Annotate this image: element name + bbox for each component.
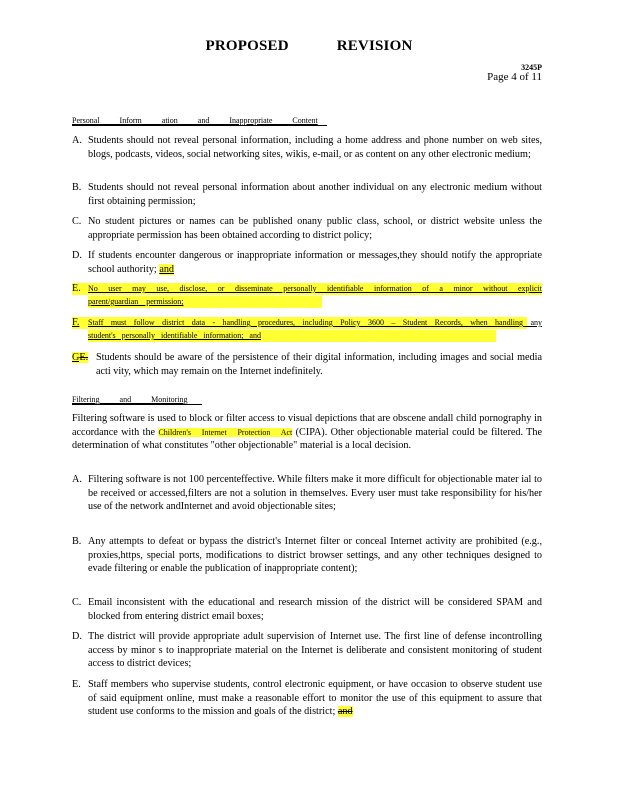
item-text: No student pictures or names can be published onany public class, school, or district website unless the appropriate permission has been obtained according to district policy;: [88, 216, 542, 241]
title-proposed: PROPOSED: [205, 38, 289, 54]
inserted-text: and: [159, 263, 175, 275]
list-item: [72, 351, 542, 378]
new-marker: G: [72, 352, 80, 363]
section-heading-personal-information: Personal Inform ation and Inappropriate Content: [72, 116, 318, 125]
item-text: Students should not reveal personal information about another individual on any electronic medium without first obtaining permission;: [88, 182, 542, 207]
filtering-intro: [72, 412, 542, 453]
heading-rule: [72, 404, 202, 405]
item-marker: B.: [72, 182, 82, 193]
list-item: [72, 181, 542, 208]
item-marker: B.: [72, 536, 82, 547]
page-title: [0, 38, 618, 55]
item-marker-group: [72, 351, 88, 365]
item-marker: D.: [72, 250, 82, 261]
item-text: Any attempts to defeat or bypass the district's Internet filter or conceal Internet activity are prohibited (e.g., proxies,https, special ports, modifications to district browser settings, and any other techniques designed to evade filtering or enable the publication of inappropriate content);: [88, 536, 542, 574]
item-marker: E.: [72, 283, 81, 294]
list-item: [72, 630, 542, 671]
page-number: Page 4 of 11: [487, 71, 542, 83]
list-item: [72, 215, 542, 242]
item-marker: E.: [72, 679, 81, 690]
item-text: No user may use, disclose, or disseminate personally identifiable information of a minor without explicit parent/guardian permission;: [88, 284, 542, 306]
intro-text: Filtering software is used to block or filter access to visual depictions that are obscene andall child pornography in accordance with the: [72, 413, 542, 438]
heading-rule: [72, 125, 327, 126]
item-marker: F.: [72, 317, 80, 328]
list-item: [72, 134, 542, 161]
policy-number: 3245P: [521, 63, 542, 72]
title-revision: REVISION: [336, 38, 413, 54]
list-item-inserted: [72, 316, 542, 342]
deleted-marker: E.: [79, 352, 89, 363]
item-text: Staff members who supervise students, control electronic equipment, or have occasion to observe student use of said equipment online, must make a reasonable effort to monitor the use of this equipment to assure that student use conforms to the mission and goals of the district;: [88, 679, 542, 717]
list-item: [72, 249, 542, 276]
item-text: Students should be aware of the persistence of their digital information, including images and social media acti vity, which may remain on the Internet indefinitely.: [96, 352, 542, 377]
list-item: [72, 535, 542, 576]
item-text: Filtering software is not 100 percenteffective. While filters make it more difficult for objectionable mater ial to be received or accessed,filters are not a solution in themselves. Every user must take responsibility for his/her use of the network andInternet and avoid objectionable sites;: [88, 474, 542, 512]
deleted-text: and: [337, 706, 353, 717]
list-item: [72, 596, 542, 623]
item-text: The district will provide appropriate adult supervision of Internet use. The first line of defense incontrolling access by minor s to inappropriate material on the Internet is deliberate and consistent monitoring of student access to district devices;: [88, 631, 542, 669]
item-marker: C.: [72, 597, 82, 608]
item-marker: A.: [72, 474, 82, 485]
item-text: Staff must follow district data - handling procedures, including Policy 3600 – Student Records, when handling any student's personally identifiable information; and: [88, 318, 542, 340]
item-text: Email inconsistent with the educational and research mission of the district will be considered SPAM and blocked from entering district email boxes;: [88, 597, 542, 622]
item-text: If students encounter dangerous or inappropriate information or messages,they should notify the appropriate school authority;: [88, 250, 542, 275]
item-text: Students should not reveal personal information, including a home address and phone number on web sites, blogs, podcasts, videos, social networking sites, wikis, e-mail, or as content on any other electronic medium;: [88, 135, 542, 160]
intro-text-cont: (CIPA). Other objectionable material could be filtered. The determination of what constitutes "other objectionable" material is a local decision.: [72, 426, 543, 451]
list-item: [72, 473, 542, 514]
item-marker: D.: [72, 631, 82, 642]
cipa-highlight: Children's Internet Protection Act: [158, 427, 293, 437]
item-marker: A.: [72, 135, 82, 146]
section-heading-filtering: Filtering and Monitoring: [72, 395, 188, 404]
list-item-inserted: [72, 282, 542, 308]
item-marker: C.: [72, 216, 82, 227]
list-item: [72, 678, 542, 719]
